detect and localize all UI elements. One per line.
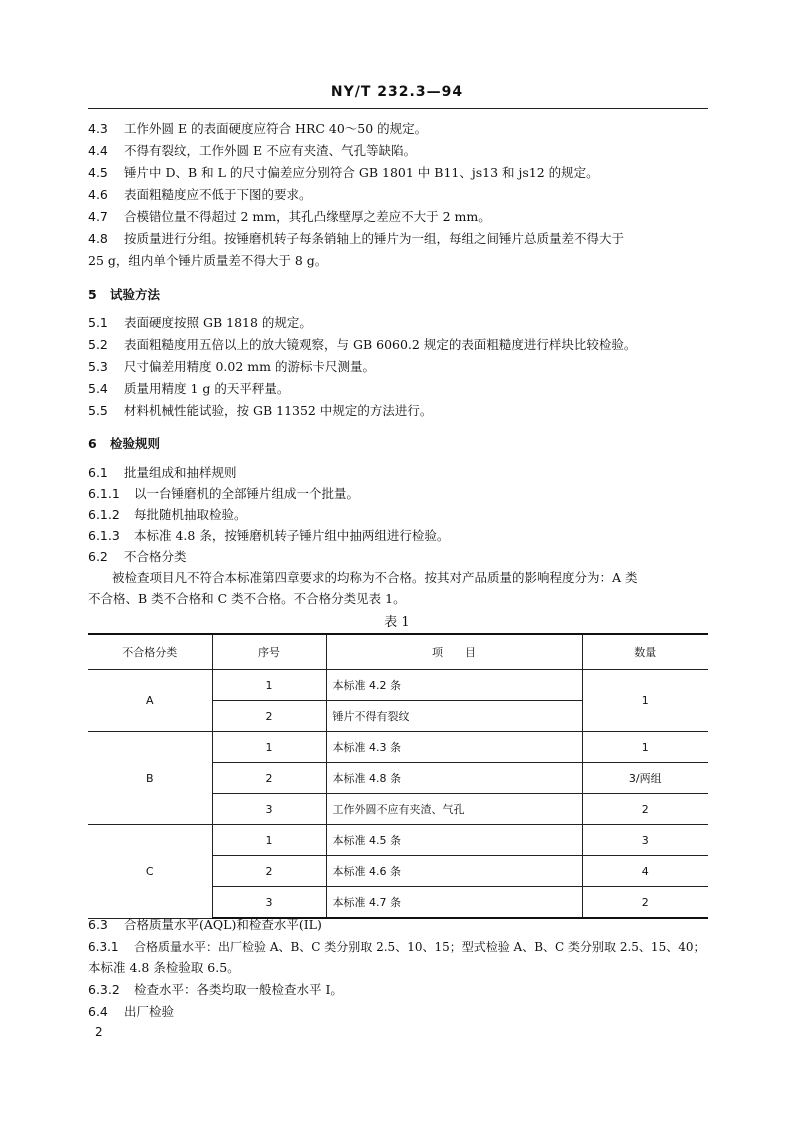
- column-header: 数量: [582, 634, 708, 670]
- clause-text: 按质量进行分组。按锤磨机转子每条销轴上的锤片为一组，每组之间锤片总质量差不得大于: [124, 231, 625, 246]
- class-cell: B: [88, 732, 212, 825]
- item-cell: 本标准 4.3 条: [326, 732, 582, 763]
- header-rule: [88, 108, 708, 109]
- seq-cell: 2: [212, 856, 326, 887]
- clause-4-8: [88, 231, 713, 247]
- column-header: 项 目: [326, 634, 582, 670]
- clause-number: 4.3: [88, 121, 108, 136]
- clause-text: 表面硬度按照 GB 1818 的规定。: [124, 315, 312, 330]
- clause-6-2: [88, 549, 713, 565]
- item-cell: 本标准 4.2 条: [326, 670, 582, 701]
- item-cell: 工作外圆不应有夹渣、气孔: [326, 794, 582, 825]
- qty-cell: 1: [582, 732, 708, 763]
- item-cell: 本标准 4.8 条: [326, 763, 582, 794]
- clause-5-3: [88, 359, 713, 375]
- clause-number: 6.1.2: [88, 507, 120, 522]
- clause-number: 4.6: [88, 187, 108, 202]
- clause-text: 合模错位量不得超过 2 mm，其孔凸缘壁厚之差应不大于 2 mm。: [124, 209, 491, 224]
- clause-number: 6.4: [88, 1004, 108, 1019]
- clause-4-8-continued: [88, 253, 713, 269]
- clause-number: 4.7: [88, 209, 108, 224]
- clause-text: 表面粗糙度应不低于下图的要求。: [124, 187, 312, 202]
- clause-4-6: [88, 187, 713, 203]
- item-cell: 锤片不得有裂纹: [326, 701, 582, 732]
- clause-6-3: [88, 917, 713, 933]
- clause-4-3: [88, 121, 713, 137]
- section-title: 检验规则: [110, 436, 161, 451]
- page-header-title: NY/T 232.3—94: [330, 84, 464, 100]
- seq-cell: 3: [212, 794, 326, 825]
- clause-text: 批量组成和抽样规则: [124, 465, 237, 480]
- clause-number: 5.2: [88, 337, 108, 352]
- clause-number: 6.1: [88, 465, 108, 480]
- paragraph-line-2: 不合格、B 类不合格和 C 类不合格。不合格分类见表 1。: [88, 591, 406, 606]
- qty-cell: 4: [582, 856, 708, 887]
- clause-6-1: [88, 465, 713, 481]
- page-number: 2: [95, 1025, 103, 1039]
- clause-number: 5.3: [88, 359, 108, 374]
- clause-4-7: [88, 209, 713, 225]
- clause-4-5: [88, 165, 713, 181]
- clause-6-3-1-continued: [88, 960, 713, 976]
- clause-number: 4.4: [88, 143, 108, 158]
- clause-text: 本标准 4.8 条检验取 6.5。: [88, 960, 240, 975]
- clause-6-1-3: [88, 528, 713, 544]
- clause-text: 不合格分类: [124, 549, 187, 564]
- seq-cell: 2: [212, 763, 326, 794]
- seq-cell: 2: [212, 701, 326, 732]
- clause-5-2: [88, 337, 713, 353]
- nonconformity-table: [88, 633, 708, 919]
- clause-text: 本标准 4.8 条，按锤磨机转子锤片组中抽两组进行检验。: [134, 528, 450, 543]
- clause-text: 合格质量水平：出厂检验 A、B、C 类分别取 2.5、10、15；型式检验 A、B、C 类分别取 2.5、15、40；: [134, 940, 706, 954]
- paragraph-line-1: 被检查项目凡不符合本标准第四章要求的均称为不合格。按其对产品质量的影响程度分为：A 类: [112, 570, 638, 585]
- clause-text: 锤片中 D、B 和 L 的尺寸偏差应分别符合 GB 1801 中 B11、js13 和 js12 的规定。: [124, 165, 599, 180]
- qty-cell: 2: [582, 794, 708, 825]
- qty-cell: 1: [582, 670, 708, 732]
- class-cell: C: [88, 825, 212, 919]
- clause-text: 合格质量水平(AQL)和检查水平(IL): [124, 917, 322, 932]
- column-header: 不合格分类: [88, 634, 212, 670]
- clause-6-1-1: [88, 486, 713, 502]
- seq-cell: 1: [212, 825, 326, 856]
- qty-cell: 3/两组: [582, 763, 708, 794]
- clause-text: 以一台锤磨机的全部锤片组成一个批量。: [134, 486, 360, 501]
- section-title: 试验方法: [110, 287, 161, 302]
- table-row: [88, 732, 708, 763]
- clause-number: 5.1: [88, 315, 108, 330]
- clause-6-4: [88, 1004, 713, 1020]
- clause-number: 6.1.1: [88, 486, 120, 501]
- clause-number: 5.4: [88, 381, 108, 396]
- qty-cell: 3: [582, 825, 708, 856]
- clause-text: 工作外圆 E 的表面硬度应符合 HRC 40～50 的规定。: [124, 121, 428, 136]
- item-cell: 本标准 4.5 条: [326, 825, 582, 856]
- table-row: [88, 670, 708, 701]
- qty-cell: 2: [582, 887, 708, 919]
- clause-text: 质量用精度 1 g 的天平秤量。: [124, 381, 290, 396]
- clause-6-3-2: [88, 982, 713, 998]
- clause-text: 每批随机抽取检验。: [134, 507, 247, 522]
- seq-cell: 1: [212, 732, 326, 763]
- table-row: [88, 825, 708, 856]
- clause-number: 6.2: [88, 549, 108, 564]
- table-header-row: [88, 634, 708, 670]
- clause-number: 6.3: [88, 917, 108, 932]
- clause-number: 4.8: [88, 231, 108, 246]
- clause-text: 25 g，组内单个锤片质量差不得大于 8 g。: [88, 253, 328, 268]
- clause-6-1-2: [88, 507, 713, 523]
- clause-text: 表面粗糙度用五倍以上的放大镜观察，与 GB 6060.2 规定的表面粗糙度进行样块比较检验。: [124, 337, 637, 352]
- section-5-heading: [88, 287, 713, 303]
- clause-number: 6.3.2: [88, 982, 120, 997]
- clause-number: 5.5: [88, 403, 108, 418]
- clause-number: 4.5: [88, 165, 108, 180]
- clause-6-3-1: [88, 939, 713, 955]
- column-header: 序号: [212, 634, 326, 670]
- clause-number: 6.1.3: [88, 528, 120, 543]
- clause-text: 检查水平：各类均取一般检查水平 Ⅰ。: [134, 982, 343, 997]
- clause-text: 尺寸偏差用精度 0.02 mm 的游标卡尺测量。: [124, 359, 375, 374]
- clause-5-1: [88, 315, 713, 331]
- item-cell: 本标准 4.6 条: [326, 856, 582, 887]
- seq-cell: 3: [212, 887, 326, 919]
- clause-5-5: [88, 403, 713, 419]
- clause-text: 不得有裂纹，工作外圆 E 不应有夹渣、气孔等缺陷。: [124, 143, 417, 158]
- section-number: 6: [88, 436, 97, 451]
- seq-cell: 1: [212, 670, 326, 701]
- section-number: 5: [88, 287, 97, 302]
- section-6-heading: [88, 436, 713, 452]
- clause-text: 出厂检验: [124, 1004, 175, 1019]
- clause-4-4: [88, 143, 713, 159]
- class-cell: A: [88, 670, 212, 732]
- clause-number: 6.3.1: [88, 940, 119, 954]
- clause-text: 材料机械性能试验，按 GB 11352 中规定的方法进行。: [124, 403, 433, 418]
- item-cell: 本标准 4.7 条: [326, 887, 582, 919]
- clause-5-4: [88, 381, 713, 397]
- table-caption: 表 1: [384, 615, 410, 630]
